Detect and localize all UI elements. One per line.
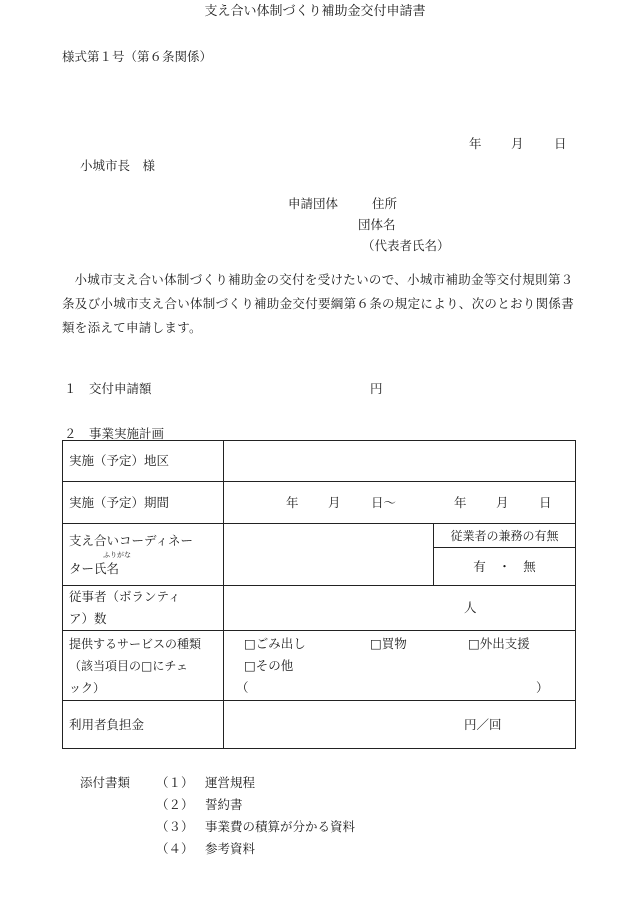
applicant-label: 申請団体 bbox=[288, 196, 339, 211]
table-row-services bbox=[63, 631, 576, 701]
area-label: 実施（予定）地区 bbox=[63, 441, 224, 482]
date-month-label: 月 bbox=[511, 136, 524, 151]
volunteers-label-line2: ア）数 bbox=[69, 611, 107, 626]
services-label-line2: （該当項目の□にチェ bbox=[69, 658, 188, 673]
fee-field[interactable] bbox=[224, 701, 576, 749]
table-row-area bbox=[63, 441, 576, 482]
applicant-name-label: 団体名 bbox=[358, 217, 396, 232]
period-end-day: 日 bbox=[539, 494, 552, 510]
period-start-day: 日～ bbox=[371, 494, 397, 510]
attachment-number: （１） bbox=[156, 775, 194, 790]
table-row-period bbox=[63, 482, 576, 524]
concurrent-duty-header: 従業者の兼務の有無 bbox=[434, 524, 576, 548]
table-row-coordinator-1 bbox=[63, 524, 576, 548]
applicant-representative-label: （代表者氏名） bbox=[362, 238, 450, 253]
attachment-number: （２） bbox=[156, 797, 194, 812]
area-value-field[interactable] bbox=[224, 441, 576, 482]
project-plan-label: ２ 事業実施計画 bbox=[64, 426, 165, 441]
other-paren-open: （ bbox=[236, 679, 249, 695]
period-label: 実施（予定）期間 bbox=[63, 482, 224, 524]
other-paren-close: ） bbox=[536, 679, 549, 695]
coordinator-label-line1: 支え合いコーディネー bbox=[69, 532, 194, 548]
project-plan-table bbox=[62, 440, 576, 749]
fee-label: 利用者負担金 bbox=[63, 701, 224, 749]
volunteers-label-line1: 従事者（ボランティ bbox=[69, 589, 181, 604]
fee-unit: 円／回 bbox=[464, 716, 502, 732]
volunteers-label-cell bbox=[63, 586, 224, 631]
table-row-volunteers bbox=[63, 586, 576, 631]
date-year-label: 年 bbox=[469, 136, 482, 151]
coordinator-furigana: ふりがな bbox=[103, 550, 131, 559]
concurrent-duty-choice[interactable]: 有 ・ 無 bbox=[434, 548, 576, 586]
services-label-line3: ック） bbox=[69, 680, 106, 695]
other-detail-field[interactable] bbox=[260, 677, 530, 699]
attachment-item: 事業費の積算が分かる資料 bbox=[205, 819, 356, 834]
coordinator-label-line2: ター氏名 bbox=[69, 560, 120, 576]
table-row-fee bbox=[63, 701, 576, 749]
volunteers-unit: 人 bbox=[464, 600, 477, 615]
application-statement: 小城市支え合い体制づくり補助金の交付を受けたいので、小城市補助金等交付規則第３条及び小城市支え合い体制づくり補助金交付要綱第６条の規定により、次のとおり関係書類を添えて申請します。 bbox=[62, 272, 575, 335]
attachment-item: 運営規程 bbox=[205, 775, 256, 790]
services-label-line1: 提供するサービスの種類 bbox=[69, 636, 202, 651]
service-option-outing[interactable]: □外出支援 bbox=[468, 635, 530, 651]
coordinator-name-field[interactable] bbox=[224, 524, 434, 586]
period-start-year: 年 bbox=[286, 494, 299, 510]
attachment-number: （３） bbox=[156, 819, 194, 834]
services-options-cell bbox=[224, 631, 576, 701]
form-number: 様式第１号（第６条関係） bbox=[62, 49, 213, 64]
form-title: 支え合い体制づくり補助金交付申請書 bbox=[204, 4, 426, 19]
period-start-month: 月 bbox=[328, 494, 341, 510]
service-option-other[interactable]: □その他 bbox=[244, 657, 294, 673]
addressee: 小城市長 様 bbox=[80, 158, 156, 173]
attachment-number: （４） bbox=[156, 841, 194, 856]
requested-amount-label: １ 交付申請額 bbox=[64, 381, 152, 396]
service-option-garbage[interactable]: □ごみ出し bbox=[244, 635, 306, 651]
volunteers-count-field[interactable] bbox=[224, 586, 576, 631]
date-day-label: 日 bbox=[554, 136, 567, 151]
service-option-shopping[interactable]: □買物 bbox=[370, 635, 407, 651]
attachment-item: 誓約書 bbox=[205, 797, 243, 812]
period-end-year: 年 bbox=[454, 494, 467, 510]
requested-amount-unit: 円 bbox=[370, 381, 383, 396]
applicant-address-label: 住所 bbox=[372, 196, 398, 211]
coordinator-label-cell bbox=[63, 524, 224, 586]
period-value-field[interactable] bbox=[224, 482, 576, 524]
attachments-label: 添付書類 bbox=[80, 775, 131, 790]
attachment-item: 参考資料 bbox=[205, 841, 256, 856]
services-label-cell bbox=[63, 631, 224, 701]
period-end-month: 月 bbox=[496, 494, 509, 510]
